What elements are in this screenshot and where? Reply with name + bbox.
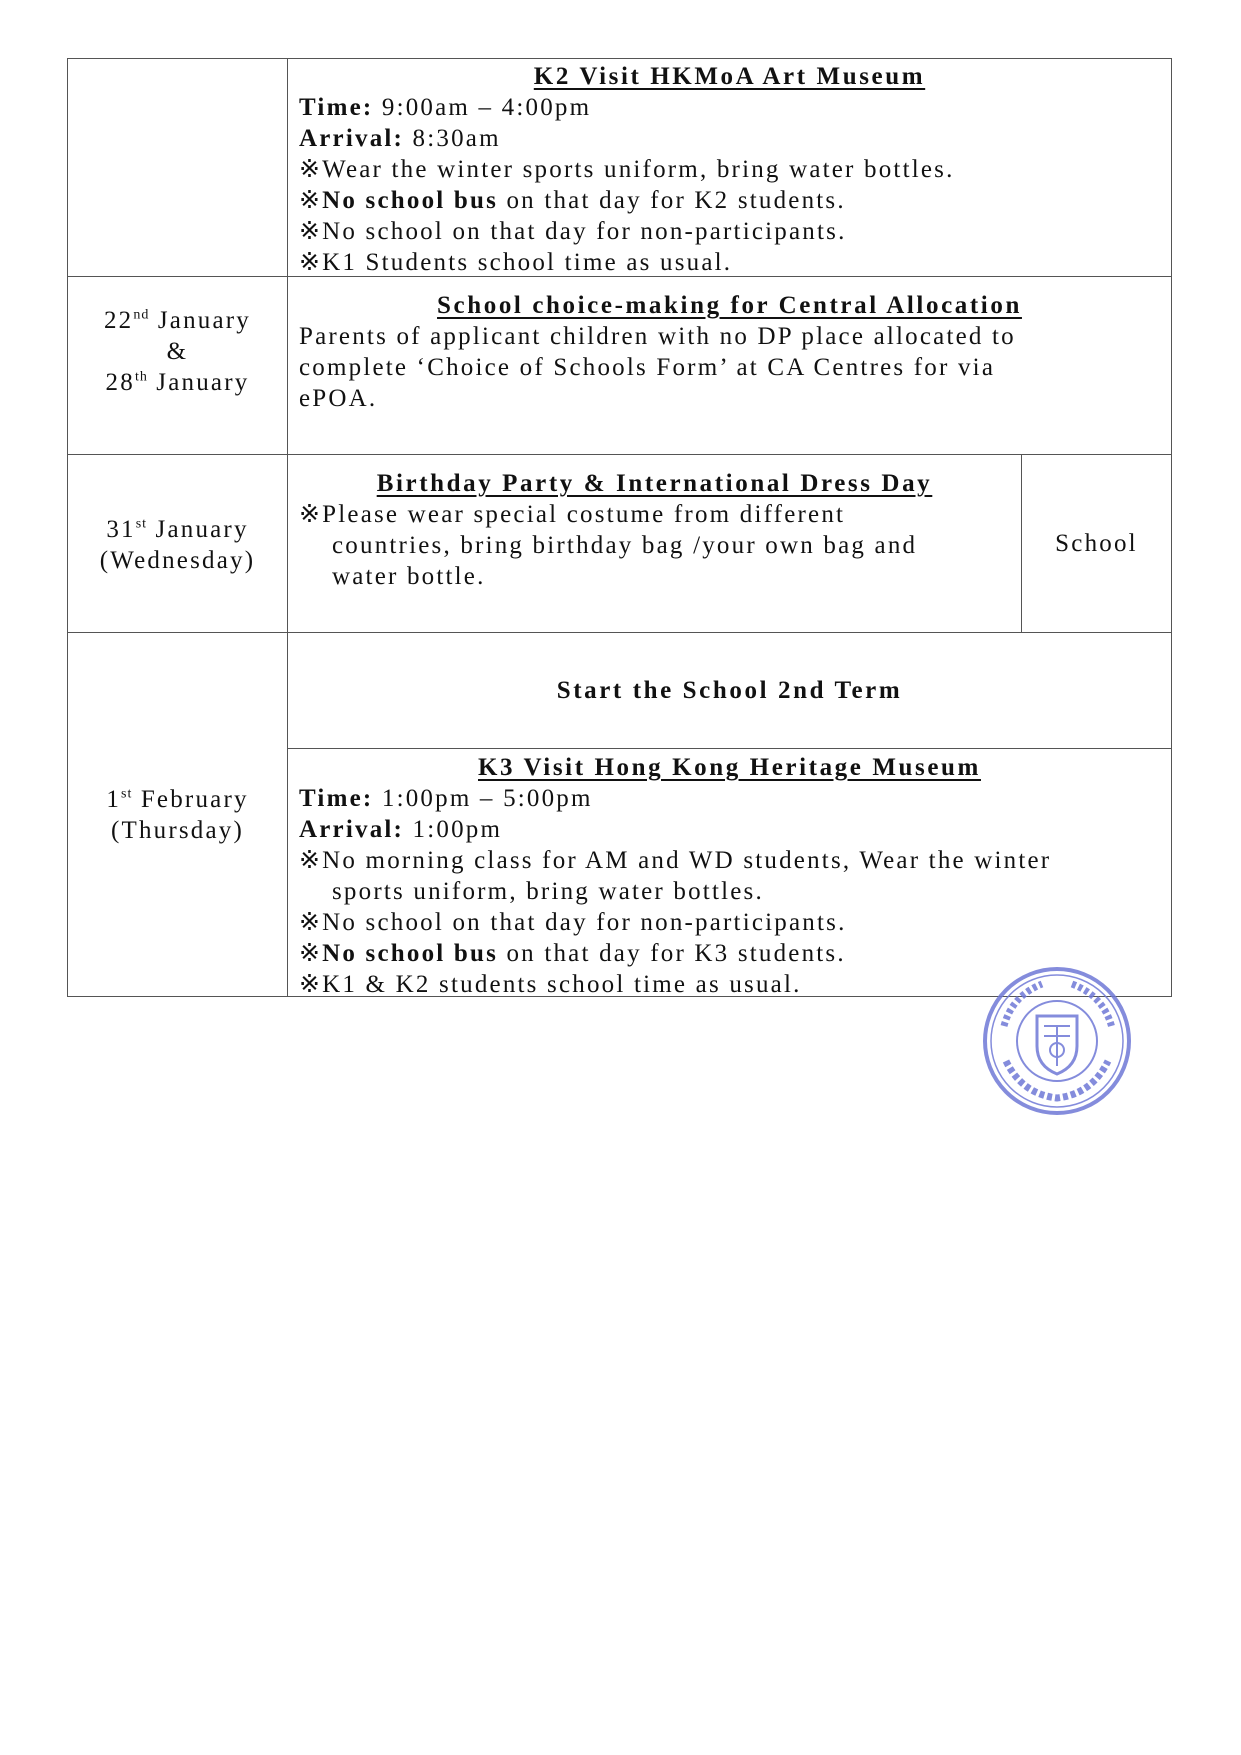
k3-note-1-cont: sports uniform, bring water bottles. [332,878,764,905]
date-line-1: 22nd January [103,307,251,334]
row-4-inner-divider [287,748,1172,749]
k2-note-2: ※No school bus on that day for K2 students. [299,187,846,214]
k2-note-4: ※K1 Students school time as usual. [299,249,733,276]
k3-note-4: ※K1 & K2 students school time as usual. [299,971,802,998]
k2-time-line [299,92,591,123]
bday-line-3: water bottle. [332,563,486,590]
date-line-2: & [166,338,189,365]
row-divider-2 [67,454,1172,455]
time-value: 1:00pm – 5:00pm [373,785,593,812]
arrival-label: Arrival: [299,125,405,152]
k3-arrival-line [299,814,502,845]
ca-line-2: complete ‘Choice of Schools Form’ at CA Centres for via [299,354,996,381]
arrival-value: 8:30am [404,125,501,152]
ca-line-1: Parents of applicant children with no DP place allocated to [299,323,1016,350]
venue-label: School [1055,530,1138,557]
row-divider-3 [67,632,1172,633]
k3-note-1: ※No morning class for AM and WD students, Wear the winter [299,847,1052,874]
time-label: Time: [299,785,374,812]
date-line-2: (Thursday) [110,817,245,844]
k3-note-3: ※No school bus on that day for K3 students. [299,940,846,967]
column-divider [287,58,288,997]
bday-line-1: ※Please wear special costume from different [299,501,846,528]
term-start-heading: Start the School 2nd Term [556,677,903,704]
arrival-value: 1:00pm [404,816,503,843]
bday-line-2: countries, bring birthday bag /your own bag and [332,532,918,559]
table-border-right [1171,58,1172,997]
k3-note-2: ※No school on that day for non-participants. [299,909,847,936]
event-title-birthday-party: Birthday Party & International Dress Day [376,470,933,497]
date-line-3: 28th January [105,369,250,396]
k2-arrival-line [299,123,501,154]
time-label: Time: [299,94,374,121]
date-line-1: 31st January [106,516,249,543]
date-line-1: 1st February [106,786,249,813]
table-border-top [67,58,1172,59]
arrival-label: Arrival: [299,816,405,843]
school-seal-stamp [982,966,1132,1116]
k3-time-line [299,783,593,814]
event-title-central-allocation: School choice-making for Central Allocation [437,292,1022,319]
date-line-2: (Wednesday) [99,547,256,574]
event-title-k2-visit: K2 Visit HKMoA Art Museum [533,63,926,90]
time-value: 9:00am – 4:00pm [373,94,592,121]
ca-line-3: ePOA. [299,385,378,412]
k2-note-1: ※Wear the winter sports uniform, bring water bottles. [299,156,955,183]
event-title-k3-visit: K3 Visit Hong Kong Heritage Museum [478,754,981,781]
k2-note-3: ※No school on that day for non-participants. [299,218,847,245]
